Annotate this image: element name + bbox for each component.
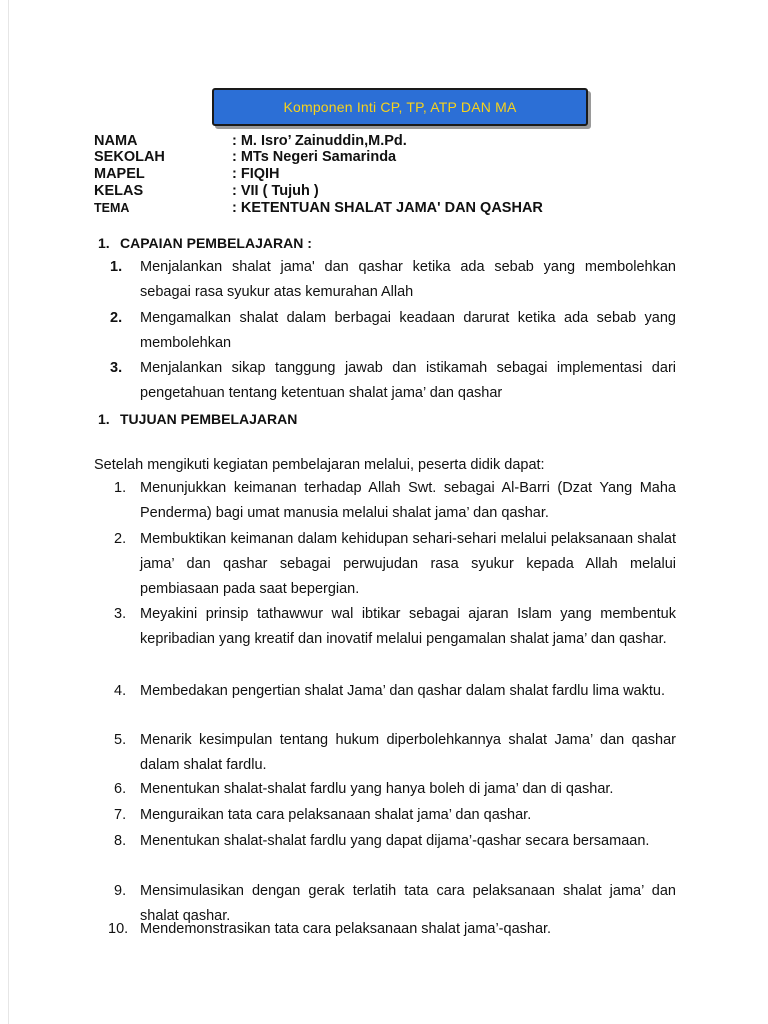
item-number: 9. bbox=[114, 883, 127, 899]
identity-label: SEKOLAH bbox=[94, 149, 165, 165]
title-banner bbox=[212, 88, 588, 126]
item-number: 3. bbox=[110, 360, 123, 376]
item-text: Membuktikan keimanan dalam kehidupan sehari-sehari melalui pelaksanaan shalat jama’ dan qashar sebagai perwujudan rasa syukur kepada Allah melalui pembiasaan pada saat bepergian. bbox=[140, 531, 676, 597]
item-text: Mensimulasikan dengan gerak terlatih tata cara pelaksanaan shalat jama’ dan shalat qashar. bbox=[140, 883, 676, 924]
item-number: 1. bbox=[110, 259, 123, 275]
item-text: Menarik kesimpulan tentang hukum diperbolehkannya shalat Jama’ dan qashar dalam shalat fardlu. bbox=[140, 732, 676, 773]
tujuan-item bbox=[110, 602, 676, 652]
identity-value: : MTs Negeri Samarinda bbox=[232, 149, 397, 165]
identity-value: : M. Isro’ Zainuddin,M.Pd. bbox=[232, 133, 407, 149]
section-number: 1. bbox=[98, 411, 110, 427]
item-text: Menunjukkan keimanan terhadap Allah Swt. sebagai Al-Barri (Dzat Yang Maha Penderma) bagi umat manusia melalui shalat jama’ dan qashar. bbox=[140, 480, 676, 521]
item-text: Menjalankan sikap tanggung jawab dan istikamah sebagai implementasi dari pengetahuan tentang ketentuan shalat jama’ dan qashar bbox=[140, 360, 676, 401]
item-number: 8. bbox=[114, 833, 127, 849]
item-number: 3. bbox=[114, 606, 127, 622]
identity-label: KELAS bbox=[94, 183, 144, 199]
item-text: Menjalankan shalat jama' dan qashar ketika ada sebab yang membolehkan sebagai rasa syukur atas kemurahan Allah bbox=[140, 259, 676, 300]
tujuan-item bbox=[110, 917, 676, 942]
item-text: Mendemonstrasikan tata cara pelaksanaan shalat jama’-qashar. bbox=[140, 921, 552, 937]
identity-value: : VII ( Tujuh ) bbox=[232, 183, 319, 199]
tujuan-intro: Setelah mengikuti kegiatan pembelajaran melalui, peserta didik dapat: bbox=[94, 457, 545, 473]
capaian-item bbox=[110, 356, 676, 406]
title-text: Komponen Inti CP, TP, ATP DAN MA bbox=[283, 99, 517, 115]
item-text: Mengamalkan shalat dalam berbagai keadaan darurat ketika ada sebab yang membolehkan bbox=[140, 310, 676, 351]
item-number: 6. bbox=[114, 781, 127, 797]
identity-value: : FIQIH bbox=[232, 166, 280, 182]
identity-label: TEMA bbox=[94, 201, 130, 215]
item-number: 7. bbox=[114, 807, 127, 823]
tujuan-item bbox=[110, 829, 676, 854]
capaian-item bbox=[110, 255, 676, 305]
item-number: 2. bbox=[114, 531, 127, 547]
page-edge bbox=[8, 0, 9, 1024]
identity-value: : KETENTUAN SHALAT JAMA' DAN QASHAR bbox=[232, 200, 543, 216]
item-number: 4. bbox=[114, 683, 127, 699]
identity-label: NAMA bbox=[94, 133, 138, 149]
tujuan-item bbox=[110, 777, 676, 802]
section-title: TUJUAN PEMBELAJARAN bbox=[120, 411, 298, 427]
identity-label: MAPEL bbox=[94, 166, 145, 182]
item-number: 5. bbox=[114, 732, 127, 748]
tujuan-item bbox=[110, 476, 676, 526]
item-text: Membedakan pengertian shalat Jama’ dan qashar dalam shalat fardlu lima waktu. bbox=[140, 683, 665, 699]
section-title: CAPAIAN PEMBELAJARAN : bbox=[120, 235, 312, 251]
item-number: 1. bbox=[114, 480, 127, 496]
item-text: Meyakini prinsip tathawwur wal ibtikar sebagai ajaran Islam yang membentuk kepribadian yang kreatif dan inovatif melalui pengamalan shalat jama’ dan qashar. bbox=[140, 606, 676, 647]
item-text: Menentukan shalat-shalat fardlu yang dapat dijama’-qashar secara bersamaan. bbox=[140, 833, 650, 849]
tujuan-item bbox=[110, 527, 676, 602]
capaian-item bbox=[110, 306, 676, 356]
item-text: Menentukan shalat-shalat fardlu yang hanya boleh di jama’ dan di qashar. bbox=[140, 781, 614, 797]
tujuan-item bbox=[110, 728, 676, 778]
tujuan-item bbox=[110, 679, 676, 704]
section-number: 1. bbox=[98, 235, 110, 251]
item-number: 2. bbox=[110, 310, 123, 326]
item-text: Menguraikan tata cara pelaksanaan shalat jama’ dan qashar. bbox=[140, 807, 532, 823]
item-number: 10. bbox=[108, 921, 129, 937]
tujuan-item bbox=[110, 803, 676, 828]
